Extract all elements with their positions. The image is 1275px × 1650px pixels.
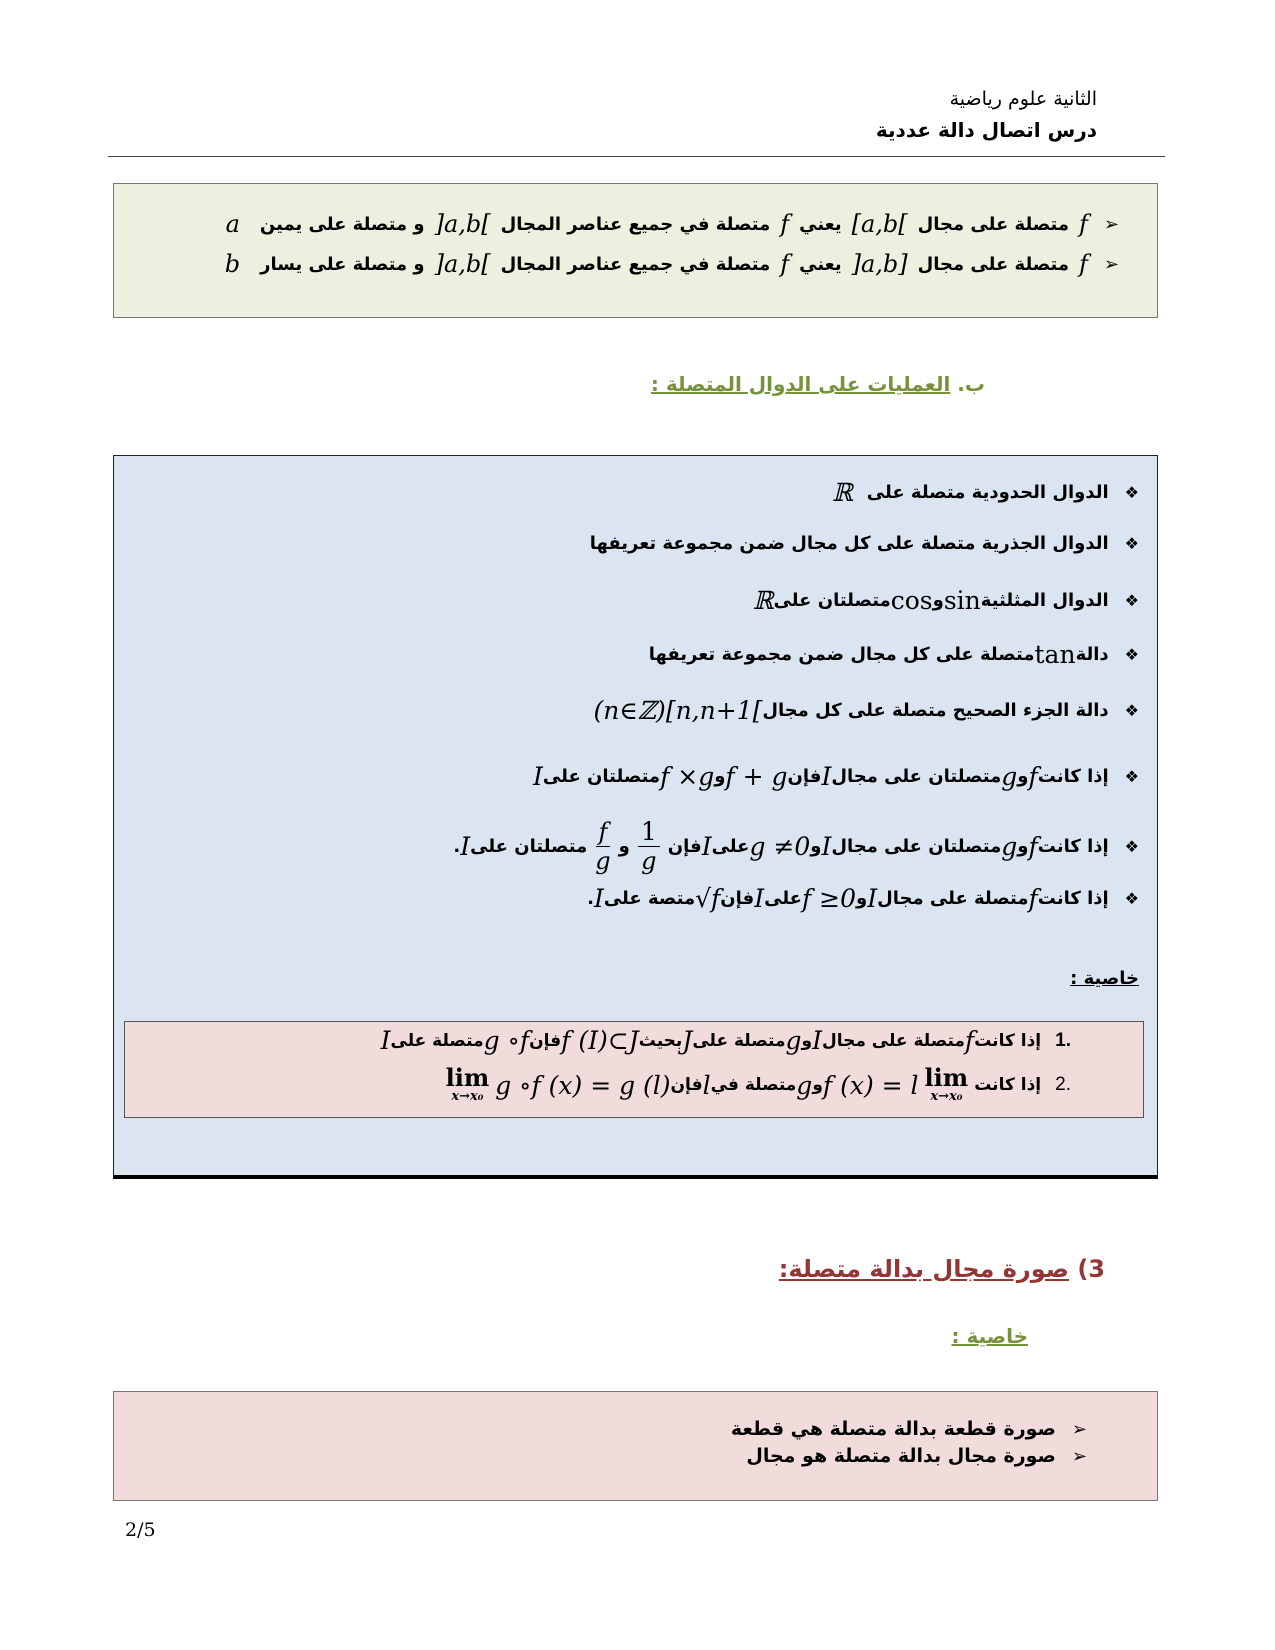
- list-item: ❖ الدوال الجذرية متصلة على كل مجال ضمن مجموعة تعريفها: [589, 533, 1139, 554]
- arrow-bullet-icon: ➢: [1103, 213, 1119, 235]
- list-item: ❖ دالة الجزء الصحيح متصلة على كل مجال [n,n+1[ (n∈ℤ): [593, 696, 1139, 725]
- list-item: ❖ الدوال الحدودية متصلة على ℝ: [832, 478, 1139, 507]
- diamond-bullet-icon: ❖: [1124, 889, 1139, 908]
- property-title: خاصية :: [1070, 968, 1139, 989]
- definition-box: [113, 183, 1158, 318]
- page-number: 2/5: [125, 1519, 156, 1541]
- diamond-bullet-icon: ❖: [1124, 767, 1139, 786]
- header-divider: [108, 156, 1165, 157]
- list-item: ❖ الدوال المثلثية sin و cos متصلتان على ℝ: [752, 586, 1139, 615]
- list-item: ❖ إذا كانت f و g متصلتان على مجال I فإن f + g و f ×g متصلتان على I: [533, 762, 1139, 791]
- lesson-title: درس اتصال دالة عددية: [875, 118, 1097, 142]
- diamond-bullet-icon: ❖: [1124, 837, 1139, 856]
- list-item: ➢ صورة قطعة بدالة متصلة هي قطعة: [730, 1418, 1087, 1440]
- diamond-bullet-icon: ❖: [1124, 591, 1139, 610]
- diamond-bullet-icon: ❖: [1124, 645, 1139, 664]
- sqrt-f: √f: [695, 884, 721, 913]
- property-item-2: 2. إذا كانت lim x→x₀ f (x) = l و g متصلة في l فإن g ∘f (x) = g (l) lim x→x₀: [445, 1063, 1071, 1104]
- diamond-bullet-icon: ❖: [1124, 534, 1139, 553]
- list-item: ❖ دالة tan متصلة على كل مجال ضمن مجموعة تعريفها: [648, 640, 1139, 669]
- section-3-heading: 3) صورة مجال بدالة متصلة:: [778, 1255, 1105, 1283]
- limit-1: lim x→x₀: [924, 1063, 969, 1104]
- limit-2: lim x→x₀: [445, 1063, 490, 1104]
- section-b-heading: ب. العمليات على الدوال المتصلة :: [650, 372, 985, 396]
- property-item-1: 1. إذا كانت f متصلة على مجال I و g متصلة على J بحيث f (I)⊂J فإن g ∘f متصلة على I: [380, 1026, 1071, 1055]
- arrow-bullet-icon: ➢: [1071, 1445, 1087, 1467]
- list-item: ❖ إذا كانت f و g متصلتان على مجال I و g ≠0 على I فإن $\frac{1}{g}$ و $\frac{f}{g}$ متصلتان على I .: [453, 817, 1139, 875]
- fraction-one-over-g: $\frac{1}{g}$: [638, 818, 660, 875]
- arrow-bullet-icon: ➢: [1071, 1418, 1087, 1440]
- list-item: ❖ إذا كانت f متصلة على مجال I و f ≥0 على I فإن √f متصة على I .: [587, 884, 1139, 913]
- image-of-interval-box: [113, 1391, 1158, 1501]
- diamond-bullet-icon: ❖: [1124, 701, 1139, 720]
- class-level: الثانية علوم رياضية: [949, 88, 1097, 110]
- arrow-bullet-icon: ➢: [1103, 253, 1119, 275]
- definition-row-1: ➢ f متصلة على مجال [a,b[ يعني f متصلة في جميع عناصر المجال ]a,b[ و متصلة على يمين a: [225, 210, 1119, 238]
- fraction-f-over-g: $\frac{f}{g}$: [595, 818, 611, 875]
- definition-row-2: ➢ f متصلة على مجال ]a,b] يعني f متصلة في جميع عناصر المجال ]a,b[ و متصلة على يسار b: [224, 250, 1119, 278]
- list-item: ➢ صورة مجال بدالة متصلة هو مجال: [746, 1445, 1087, 1467]
- operations-box: [113, 455, 1158, 1179]
- property-box: [124, 1021, 1144, 1118]
- diamond-bullet-icon: ❖: [1124, 483, 1139, 502]
- section-3-property-title: خاصية :: [951, 1324, 1028, 1348]
